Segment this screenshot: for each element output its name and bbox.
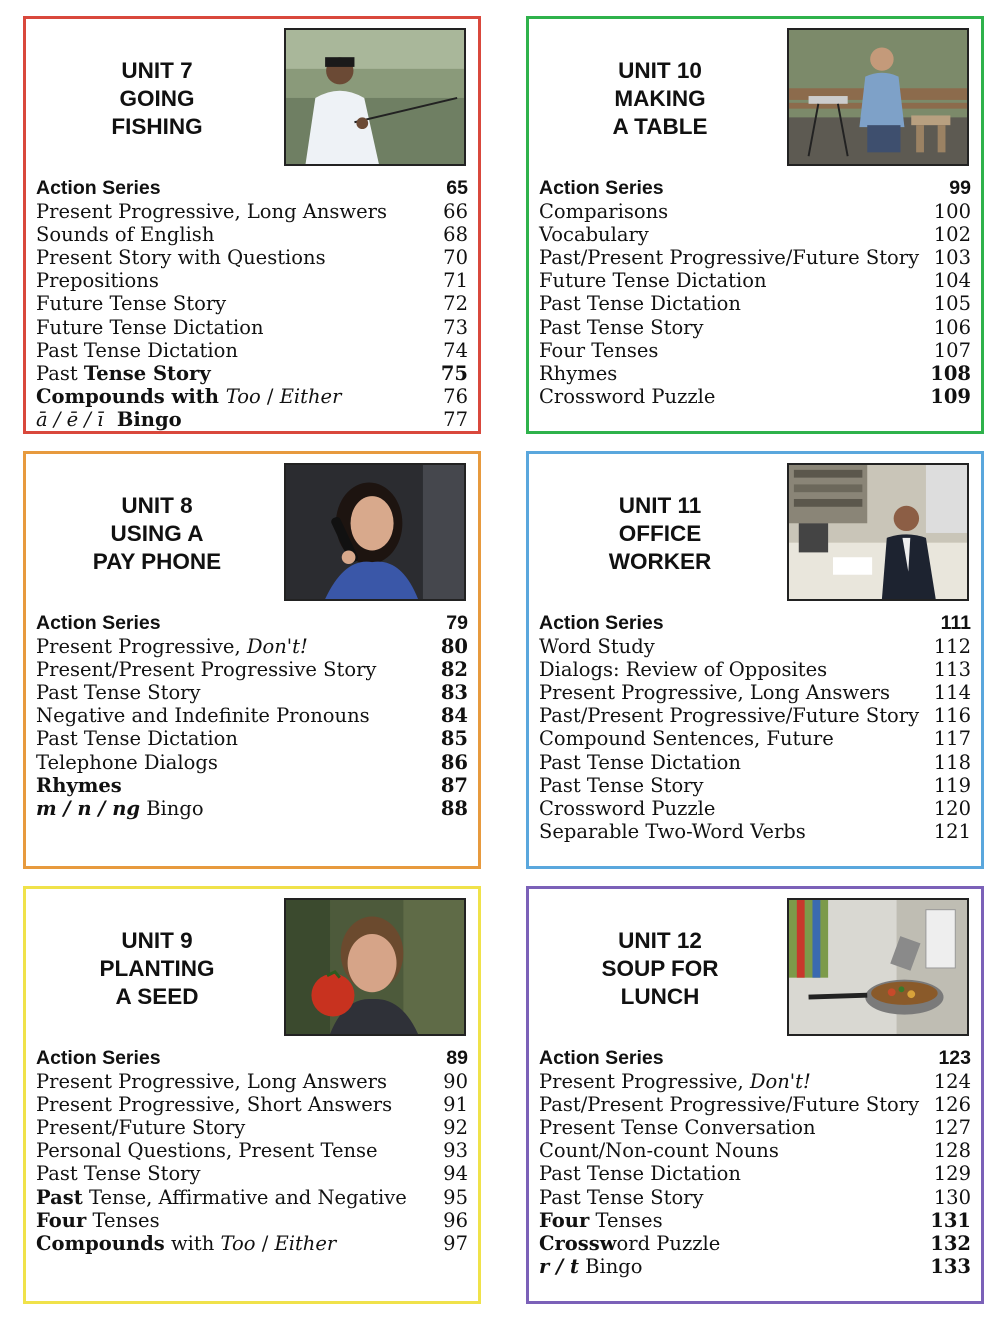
contents-item-page: 86 — [440, 750, 468, 774]
contents-item-page: 77 — [443, 407, 468, 431]
contents-item-title-part: Crossword Puzzle — [539, 384, 716, 408]
contents-item-title-part: Compounds — [36, 1231, 165, 1255]
unit-card-7 — [23, 16, 481, 434]
contents-item-title — [36, 223, 214, 246]
contents-item — [539, 1186, 971, 1209]
unit-title — [529, 927, 791, 1011]
contents-item-title-part: Either — [274, 1231, 337, 1255]
contents-item-title — [36, 681, 201, 704]
contents-item-title — [539, 1139, 779, 1162]
contents-item-title-part: Crossw — [539, 1231, 617, 1255]
contents-item-title-part: Too — [225, 384, 261, 408]
contents-item — [539, 658, 971, 681]
contents-list — [36, 1047, 468, 1255]
contents-item — [539, 1116, 971, 1139]
contents-item-title — [36, 177, 161, 200]
contents-item — [539, 727, 971, 750]
contents-item-page: 114 — [933, 681, 971, 705]
contents-item-title-part: Past Tense Dictation — [539, 1162, 741, 1186]
contents-item-title — [36, 704, 370, 727]
contents-item-page: 94 — [443, 1162, 468, 1186]
contents-item-title-part: Past Tense Dictation — [539, 750, 741, 774]
tomato-photo — [284, 898, 466, 1036]
unit-title-line: UNIT 11 — [618, 493, 702, 518]
contents-item-title — [539, 200, 668, 223]
contents-item — [539, 774, 971, 797]
contents-item-title — [539, 385, 715, 408]
contents-item-title-part: Present Progressive, Short Answers — [36, 1093, 393, 1117]
contents-item-title-part: ord Puzzle — [616, 1231, 721, 1255]
unit-title-line: GOING — [119, 86, 195, 111]
contents-item — [539, 704, 971, 727]
fishing-photo — [284, 28, 466, 166]
unit-title-line: A TABLE — [612, 114, 708, 139]
contents-item-title-part: Action Series — [36, 612, 161, 634]
contents-item-title — [36, 1139, 378, 1162]
contents-item-title-part: Past Tense Dictation — [36, 338, 238, 362]
contents-item-title-part: Four — [36, 1208, 87, 1232]
contents-item-title-part: Past Tense Story — [36, 1162, 201, 1186]
contents-item-title — [36, 316, 264, 339]
contents-item — [36, 704, 468, 727]
contents-item-title-part: m / n / ng — [36, 796, 141, 820]
unit-title-line: UNIT 9 — [121, 928, 193, 953]
contents-item — [36, 1047, 468, 1070]
contents-item-title — [539, 1116, 816, 1139]
contents-item-page: 119 — [933, 773, 971, 797]
phone-photo — [284, 463, 466, 601]
contents-list — [36, 612, 468, 820]
contents-list — [539, 1047, 971, 1278]
contents-item — [539, 751, 971, 774]
contents-item-page: 99 — [949, 177, 971, 199]
contents-item-title-part: Compounds with — [36, 384, 226, 408]
contents-item-page: 83 — [440, 681, 468, 705]
contents-item-title — [539, 1162, 741, 1185]
contents-item — [36, 292, 468, 315]
contents-item — [36, 1162, 468, 1185]
contents-item-title-part: ā / ē / ī — [36, 407, 104, 431]
contents-item-title-part: Prepositions — [36, 269, 159, 293]
contents-item-page: 88 — [440, 796, 468, 820]
contents-item-title — [539, 177, 664, 200]
contents-item-title-part: Comparisons — [539, 200, 669, 224]
contents-item-title — [539, 269, 767, 292]
contents-item-page: 96 — [443, 1208, 468, 1232]
contents-item-title — [539, 223, 649, 246]
contents-item-title-part: Personal Questions, Present Tense — [36, 1139, 378, 1163]
contents-item-title — [539, 774, 704, 797]
contents-item-page: 106 — [933, 315, 971, 339]
contents-item-page: 70 — [443, 246, 468, 270]
contents-item-page: 104 — [933, 269, 971, 293]
contents-item-title — [36, 246, 326, 269]
unit-title-line: UNIT 10 — [618, 58, 702, 83]
contents-item — [36, 200, 468, 223]
contents-item-page: 131 — [930, 1208, 971, 1232]
contents-item-title — [36, 751, 218, 774]
contents-item — [36, 1116, 468, 1139]
contents-item-page: 116 — [933, 704, 971, 728]
contents-item-title — [36, 362, 211, 385]
contents-item-page: 120 — [933, 796, 971, 820]
contents-item-page: 68 — [443, 223, 468, 247]
contents-item — [539, 797, 971, 820]
contents-item-page: 126 — [933, 1093, 971, 1117]
contents-item-title — [36, 1093, 392, 1116]
contents-item — [539, 1139, 971, 1162]
contents-item-title-part: Sounds of English — [36, 223, 215, 247]
contents-item-title — [539, 704, 919, 727]
contents-item-page: 97 — [443, 1231, 468, 1255]
contents-item — [36, 177, 468, 200]
contents-item — [539, 316, 971, 339]
contents-item — [36, 635, 468, 658]
contents-item-title-part: Present Progressive, Long Answers — [36, 200, 387, 224]
contents-item-page: 65 — [446, 177, 468, 199]
contents-item-page: 113 — [933, 658, 971, 682]
unit-card-11 — [526, 451, 984, 869]
contents-item — [36, 1186, 468, 1209]
contents-item-title-part: Count/Non-count Nouns — [539, 1139, 779, 1163]
contents-item-page: 74 — [443, 338, 468, 362]
contents-item-page: 118 — [933, 750, 971, 774]
contents-item-page: 117 — [933, 727, 971, 751]
contents-item-page: 109 — [930, 384, 971, 408]
contents-item-title-part: Past/Present Progressive/Future Story — [539, 704, 920, 728]
contents-item — [36, 751, 468, 774]
contents-item-title-part: Separable Two-Word Verbs — [539, 819, 806, 843]
contents-item-title-part: Past Tense Story — [539, 315, 704, 339]
contents-item-title — [36, 1116, 245, 1139]
contents-item — [36, 246, 468, 269]
contents-item-title-part: Compound Sentences, Future — [539, 727, 834, 751]
contents-item — [539, 1255, 971, 1278]
unit-title — [26, 57, 288, 141]
unit-title-line: SOUP FOR — [601, 956, 719, 981]
contents-item-title-part: Four — [539, 1208, 590, 1232]
unit-title — [26, 927, 288, 1011]
contents-item-title — [539, 635, 655, 658]
contents-item — [36, 797, 468, 820]
contents-item-title-part: Crossword Puzzle — [539, 796, 716, 820]
contents-item — [36, 612, 468, 635]
contents-item-page: 71 — [443, 269, 468, 293]
contents-item — [36, 727, 468, 750]
unit-title-line: UNIT 7 — [121, 58, 193, 83]
contents-item-title-part: Present Progressive, Long Answers — [36, 1070, 387, 1094]
contents-item — [36, 362, 468, 385]
contents-item-title — [36, 635, 308, 658]
contents-item-title-part: Either — [279, 384, 342, 408]
contents-item-title-part: Present/Present Progressive Story — [36, 658, 377, 682]
contents-item-title-part: Rhymes — [36, 773, 122, 797]
contents-item-page: 121 — [933, 819, 971, 843]
unit-card-8 — [23, 451, 481, 869]
contents-item-title-part: Tense, Affirmative and Negative — [82, 1185, 407, 1209]
contents-item-title-part: Bingo — [578, 1254, 643, 1278]
unit-title — [529, 57, 791, 141]
contents-item-title-part: Present Progressive, — [539, 1070, 750, 1094]
contents-item — [539, 269, 971, 292]
contents-item-title-part: Vocabulary — [539, 223, 649, 247]
contents-item-title-part: / — [255, 1231, 275, 1255]
contents-item-page: 102 — [933, 223, 971, 247]
contents-item-page: 87 — [440, 773, 468, 797]
contents-item-page: 112 — [933, 635, 971, 659]
contents-item-page: 76 — [443, 384, 468, 408]
contents-item — [539, 385, 971, 408]
contents-item-page: 105 — [933, 292, 971, 316]
contents-item — [36, 339, 468, 362]
contents-item-title-part: Action Series — [36, 1047, 161, 1069]
contents-item-title-part: / — [260, 384, 280, 408]
contents-item-title-part: Present Tense Conversation — [539, 1116, 816, 1140]
contents-item-title-part: Don't! — [246, 635, 308, 659]
contents-item-title-part: Tenses — [589, 1208, 663, 1232]
contents-item-title — [36, 292, 226, 315]
contents-item — [539, 635, 971, 658]
contents-item-title — [36, 339, 238, 362]
contents-item-title — [539, 1209, 663, 1232]
contents-item-page: 124 — [933, 1070, 971, 1094]
contents-item-page: 93 — [443, 1139, 468, 1163]
contents-item — [539, 1093, 971, 1116]
contents-item-title — [36, 658, 376, 681]
contents-item-title — [539, 316, 704, 339]
soup-photo — [787, 898, 969, 1036]
contents-item — [539, 362, 971, 385]
contents-item — [36, 223, 468, 246]
contents-item-title-part: Future Tense Story — [36, 292, 227, 316]
contents-item-page: 108 — [930, 361, 971, 385]
contents-item-title — [36, 1232, 336, 1255]
contents-item-page: 73 — [443, 315, 468, 339]
contents-item-page: 128 — [933, 1139, 971, 1163]
contents-item-title — [36, 1186, 407, 1209]
contents-item — [36, 1070, 468, 1093]
contents-item — [36, 316, 468, 339]
contents-item-page: 95 — [443, 1185, 468, 1209]
contents-item-title-part: Past/Present Progressive/Future Story — [539, 1093, 920, 1117]
contents-list — [539, 177, 971, 408]
contents-item-title — [539, 797, 715, 820]
contents-item — [539, 177, 971, 200]
contents-item-page: 132 — [930, 1231, 971, 1255]
unit-title-line: WORKER — [608, 549, 712, 574]
contents-item — [539, 200, 971, 223]
contents-item-title — [539, 612, 664, 635]
contents-item-title-part: r / t — [539, 1254, 579, 1278]
contents-item — [539, 1162, 971, 1185]
contents-item-title — [36, 1070, 387, 1093]
contents-item-title-part: Tenses — [86, 1208, 160, 1232]
contents-item-title-part: Don't! — [749, 1070, 811, 1094]
contents-item-page: 85 — [440, 727, 468, 751]
contents-item-title-part: Action Series — [36, 177, 161, 199]
contents-item-title — [539, 658, 827, 681]
contents-item — [539, 246, 971, 269]
contents-item-title — [36, 727, 238, 750]
contents-item-title-part: Past Tense Story — [36, 681, 201, 705]
contents-item-title — [36, 1209, 160, 1232]
contents-item-title — [539, 1070, 811, 1093]
contents-item — [539, 681, 971, 704]
contents-item-title-part: Four Tenses — [539, 338, 659, 362]
contents-item-page: 82 — [440, 658, 468, 682]
contents-item-page: 75 — [440, 361, 468, 385]
contents-item-title-part: Tense Story — [83, 361, 211, 385]
contents-item-title — [539, 362, 617, 385]
unit-title-line: UNIT 12 — [618, 928, 702, 953]
contents-item-title-part: Action Series — [539, 612, 664, 634]
contents-item-page: 127 — [933, 1116, 971, 1140]
contents-list — [539, 612, 971, 843]
office-photo — [787, 463, 969, 601]
contents-item — [36, 1093, 468, 1116]
contents-item-title — [36, 1047, 161, 1070]
contents-item-title-part: Past Tense Dictation — [539, 292, 741, 316]
contents-item-title-part: with — [164, 1231, 221, 1255]
contents-item — [36, 774, 468, 797]
contents-item-page: 66 — [443, 200, 468, 224]
contents-item-title-part: Bingo — [140, 796, 204, 820]
contents-item-title — [539, 820, 806, 843]
contents-item-title — [539, 339, 658, 362]
contents-item-page: 123 — [938, 1047, 971, 1069]
contents-item-title-part: Word Study — [539, 635, 655, 659]
contents-item-title-part: Too — [220, 1231, 256, 1255]
unit-title-line: OFFICE — [618, 521, 702, 546]
contents-item-page: 89 — [446, 1047, 468, 1069]
contents-item — [36, 408, 468, 431]
contents-item — [36, 658, 468, 681]
unit-title-line: MAKING — [614, 86, 706, 111]
contents-item-title — [539, 1047, 664, 1070]
contents-item — [36, 385, 468, 408]
contents-item-page: 103 — [933, 246, 971, 270]
contents-item — [36, 681, 468, 704]
unit-title-line: A SEED — [115, 984, 199, 1009]
contents-item-title — [36, 1162, 201, 1185]
contents-item — [539, 612, 971, 635]
unit-title-line: FISHING — [111, 114, 203, 139]
contents-item-title-part: Future Tense Dictation — [36, 315, 264, 339]
unit-title-line: LUNCH — [620, 984, 700, 1009]
contents-item-title-part: Past/Present Progressive/Future Story — [539, 246, 920, 270]
contents-item-page: 130 — [933, 1185, 971, 1209]
contents-item-title — [539, 681, 890, 704]
contents-item — [539, 223, 971, 246]
unit-title — [529, 492, 791, 576]
contents-item-title — [539, 292, 741, 315]
contents-item-title — [539, 1093, 919, 1116]
unit-title — [26, 492, 288, 576]
unit-card-9 — [23, 886, 481, 1304]
contents-item-title — [36, 200, 387, 223]
contents-item-title-part: Present Story with Questions — [36, 246, 326, 270]
contents-item-page: 129 — [933, 1162, 971, 1186]
unit-title-line: PAY PHONE — [92, 549, 222, 574]
contents-item-title — [36, 612, 161, 635]
contents-item-page: 91 — [443, 1093, 468, 1117]
unit-card-12 — [526, 886, 984, 1304]
contents-item-title-part: Dialogs: Review of Opposites — [539, 658, 828, 682]
contents-item-title-part: Past Tense Story — [539, 773, 704, 797]
contents-item-title — [539, 1186, 704, 1209]
contents-item-title-part: Past — [36, 361, 84, 385]
contents-item-title — [36, 408, 182, 431]
contents-item-title — [539, 727, 834, 750]
contents-item-title — [36, 797, 204, 820]
contents-item-title-part: Telephone Dialogs — [36, 750, 218, 774]
contents-item-title-part: Rhymes — [539, 361, 618, 385]
unit-title-line: UNIT 8 — [121, 493, 193, 518]
contents-item — [539, 1047, 971, 1070]
contents-item-title-part: Present/Future Story — [36, 1116, 246, 1140]
contents-item-title — [36, 269, 159, 292]
contents-item — [539, 292, 971, 315]
unit-title-line: PLANTING — [99, 956, 215, 981]
contents-item-title-part: Negative and Indefinite Pronouns — [36, 704, 370, 728]
contents-item — [539, 820, 971, 843]
unit-title-line: USING A — [110, 521, 204, 546]
unit-card-10 — [526, 16, 984, 434]
contents-item-title — [36, 385, 341, 408]
contents-item-page: 84 — [440, 704, 468, 728]
contents-item-page: 92 — [443, 1116, 468, 1140]
contents-item-title — [539, 1232, 720, 1255]
contents-item — [36, 1209, 468, 1232]
contents-item-title-part: Bingo — [103, 407, 182, 431]
contents-item-title — [539, 1255, 643, 1278]
contents-item-title-part: Past Tense Story — [539, 1185, 704, 1209]
contents-item — [539, 339, 971, 362]
contents-item-page: 90 — [443, 1070, 468, 1094]
contents-item-title — [539, 751, 741, 774]
contents-item-page: 107 — [933, 338, 971, 362]
contents-item-page: 79 — [446, 612, 468, 634]
contents-item-title-part: Present Progressive, — [36, 635, 247, 659]
contents-item-page: 80 — [440, 635, 468, 659]
contents-item-page: 111 — [940, 612, 971, 634]
contents-item-page: 133 — [930, 1254, 971, 1278]
contents-item — [539, 1209, 971, 1232]
contents-item — [36, 1139, 468, 1162]
contents-item — [539, 1232, 971, 1255]
contents-item-title-part: Past — [36, 1185, 83, 1209]
contents-list — [36, 177, 468, 431]
contents-item — [539, 1070, 971, 1093]
contents-item-page: 100 — [933, 200, 971, 224]
table-photo — [787, 28, 969, 166]
contents-item-title-part: Action Series — [539, 177, 664, 199]
contents-item-title-part: Present Progressive, Long Answers — [539, 681, 890, 705]
contents-item-title-part: Past Tense Dictation — [36, 727, 238, 751]
contents-item-page: 72 — [443, 292, 468, 316]
contents-item-title-part: Action Series — [539, 1047, 664, 1069]
contents-item-title — [36, 774, 122, 797]
contents-item — [36, 269, 468, 292]
contents-item — [36, 1232, 468, 1255]
contents-item-title-part: Future Tense Dictation — [539, 269, 767, 293]
contents-item-title — [539, 246, 919, 269]
